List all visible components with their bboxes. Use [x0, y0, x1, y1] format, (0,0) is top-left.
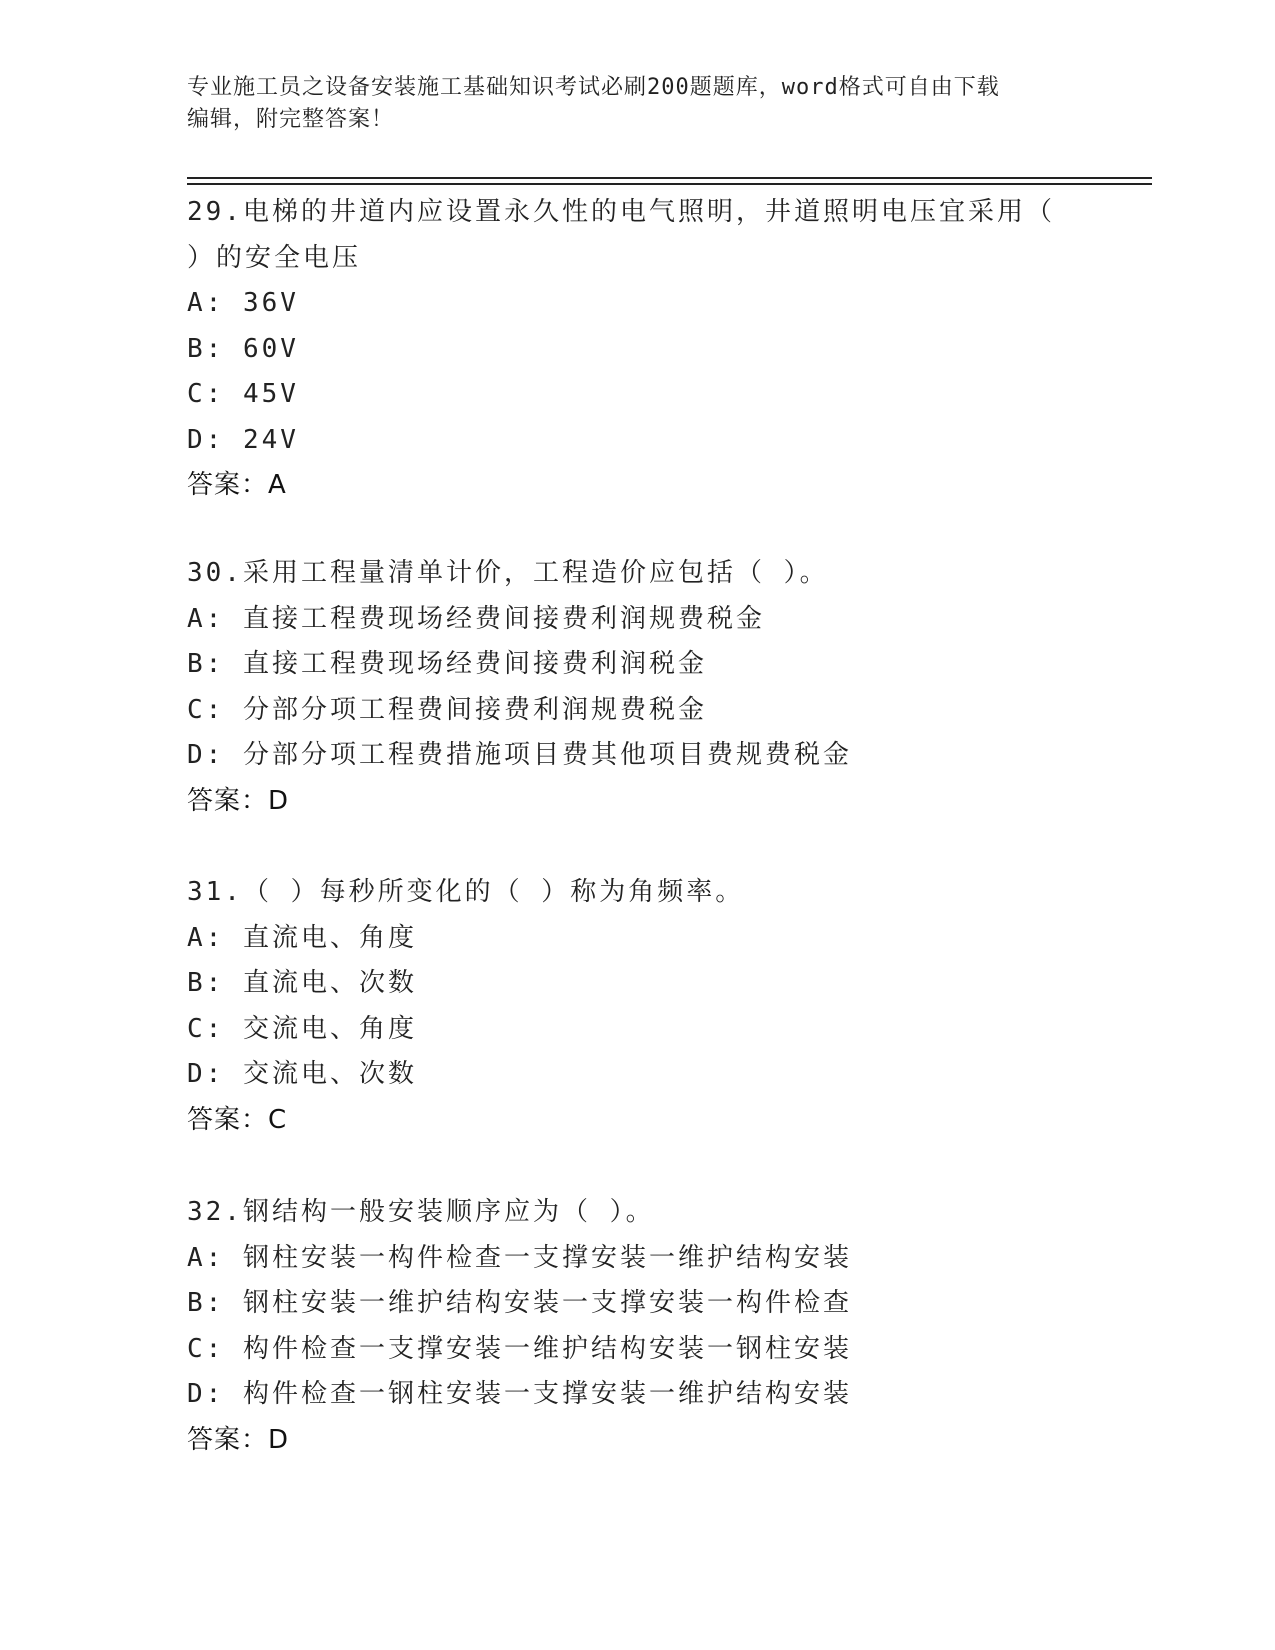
option-b: B: 60V	[187, 333, 299, 364]
option-a: A: 直流电、角度	[187, 922, 417, 953]
option-c: C: 构件检查一支撑安装一维护结构安装一钢柱安装	[187, 1333, 852, 1364]
header-line-1: 专业施工员之设备安装施工基础知识考试必刷200题题库，word格式可自由下载	[187, 75, 1000, 100]
answer-line: 答案：D	[187, 1424, 290, 1455]
question-32	[187, 1190, 1137, 1463]
option-d: D: 24V	[187, 424, 299, 455]
option-d: D: 构件检查一钢柱安装一支撑安装一维护结构安装	[187, 1379, 852, 1409]
option-c: C: 45V	[187, 379, 299, 409]
answer-line: 答案：A	[187, 470, 287, 500]
answer-line: 答案：C	[187, 1104, 288, 1135]
question-stem-line: 32.钢结构一般安装顺序应为（ ）。	[187, 1197, 655, 1227]
document-header	[187, 72, 1087, 136]
option-c: C: 交流电、角度	[187, 1013, 417, 1044]
question-stem-line: ）的安全电压	[187, 242, 362, 273]
option-c: C: 分部分项工程费间接费利润规费税金	[187, 694, 707, 725]
question-stem-line: 30.采用工程量清单计价，工程造价应包括（ ）。	[187, 558, 829, 588]
option-a: A: 36V	[187, 288, 299, 318]
option-a: A: 钢柱安装一构件检查一支撑安装一维护结构安装	[187, 1242, 852, 1273]
option-a: A: 直接工程费现场经费间接费利润规费税金	[187, 603, 765, 634]
option-d: D: 分部分项工程费措施项目费其他项目费规费税金	[187, 740, 852, 770]
option-b: B: 直接工程费现场经费间接费利润税金	[187, 649, 707, 679]
answer-line: 答案：D	[187, 785, 290, 816]
option-b: B: 钢柱安装一维护结构安装一支撑安装一构件检查	[187, 1288, 852, 1318]
option-b: B: 直流电、次数	[187, 968, 417, 998]
header-divider-bottom	[187, 183, 1152, 185]
question-31	[187, 870, 1137, 1143]
header-divider-top	[187, 177, 1152, 179]
question-30	[187, 551, 1137, 824]
header-line-2: 编辑，附完整答案！	[187, 107, 395, 132]
option-d: D: 交流电、次数	[187, 1059, 417, 1089]
question-stem-line: 29.电梯的井道内应设置永久性的电气照明，井道照明电压宜采用（	[187, 197, 1055, 227]
question-29	[187, 190, 1137, 509]
question-stem-line: 31.（ ）每秒所变化的（ ）称为角频率。	[187, 877, 745, 907]
